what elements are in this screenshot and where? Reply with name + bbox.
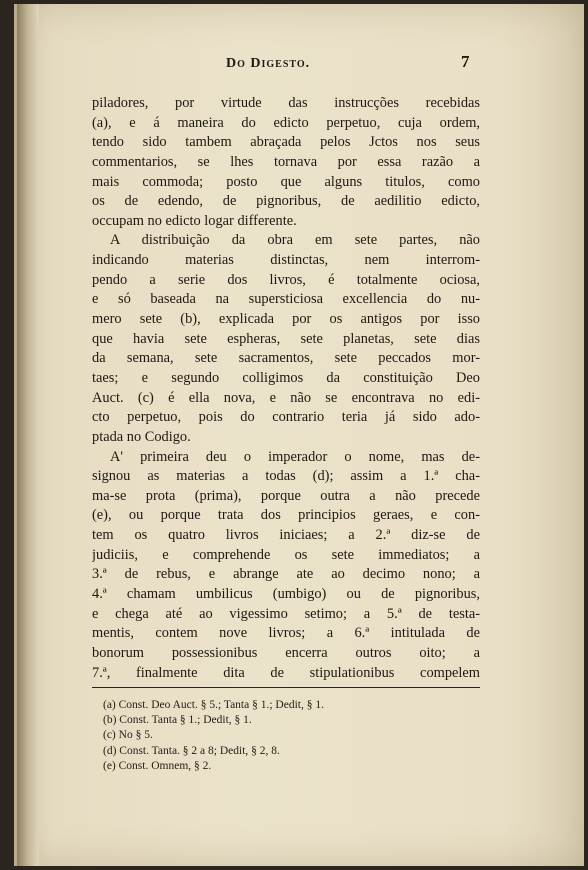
- body-text: [92, 94, 480, 683]
- text-line: piladores, por virtude das instrucções recebidas: [92, 95, 480, 111]
- text-line: ptada no Codigo.: [92, 428, 191, 445]
- footnote: (e) Const. Omnem, § 2.: [103, 759, 212, 772]
- text-line: A distribuição da obra em sete partes, não: [110, 232, 480, 249]
- page-number: 7: [461, 52, 470, 71]
- text-line: e chega até ao vigessimo setimo; a 5.ª de testa-: [92, 605, 480, 622]
- text-line: (e), ou porque trata dos principios geraes, e con-: [92, 507, 480, 524]
- text-line: e só baseada na supersticiosa excellencia do nu-: [92, 291, 480, 308]
- text-line: signou as materias a todas (d); assim a 1.ª cha-: [92, 468, 480, 485]
- text-line: mero sete (b), explicada por os antigos por isso: [92, 311, 480, 328]
- footnote: (b) Const. Tanta § 1.; Dedit, § 1.: [103, 714, 252, 727]
- footnote: (c) No § 5.: [103, 729, 153, 742]
- text-line: indicando materias distinctas, nem interrom-: [92, 252, 480, 269]
- book-page: [14, 4, 584, 866]
- running-head: [17, 52, 584, 80]
- text-line: (a), e á maneira do edicto perpetuo, cuja ordem,: [92, 114, 480, 131]
- text-line: cto perpetuo, pois do contrario teria já sido ado-: [92, 409, 480, 426]
- footnotes: [103, 698, 483, 774]
- text-line: mais commoda; posto que alguns titulos, como: [92, 173, 480, 190]
- text-line: da semana, sete sacramentos, sete peccados mor-: [92, 350, 480, 367]
- text-line: judiciis, e comprehende os sete immediatos; a: [92, 546, 480, 563]
- text-line: taes; e segundo colligimos da constituição Deo: [92, 369, 480, 386]
- text-line: Auct. (c) é ella nova, e não se encontrava no edi-: [92, 389, 480, 406]
- text-line: tendo sido tambem abraçada pelos Jctos nos seus: [92, 134, 480, 151]
- text-line: os de edendo, de pignoribus, de aedilitio edicto,: [92, 193, 480, 210]
- text-line: A' primeira deu o imperador o nome, mas de-: [110, 448, 480, 465]
- text-line: 7.ª, finalmente dita de stipulationibus compelem: [92, 664, 480, 681]
- text-line: que havia sete espheras, sete planetas, sete dias: [92, 330, 480, 347]
- text-line: mentis, contem nove livros; a 6.ª intitulada de: [92, 625, 480, 642]
- footnote-rule: [92, 687, 480, 688]
- text-line: commentarios, se lhes tornava por essa razão a: [92, 153, 480, 170]
- page-spine-shadow: [17, 4, 39, 866]
- text-line: ma-se prota (prima), porque outra a não precede: [92, 487, 480, 504]
- text-line: occupam no edicto logar differente.: [92, 212, 297, 229]
- text-line: bonorum possessionibus encerra outros oito; a: [92, 644, 480, 661]
- text-line: 3.ª de rebus, e abrange ate ao decimo nono; a: [92, 566, 480, 583]
- text-line: tem os quatro livros iniciaes; a 2.ª diz-se de: [92, 527, 480, 544]
- text-line: pendo a serie dos livros, é totalmente ociosa,: [92, 271, 480, 288]
- footnote: (a) Const. Deo Auct. § 5.; Tanta § 1.; Dedit, § 1.: [103, 699, 324, 711]
- text-line: 4.ª chamam umbilicus (umbigo) ou de pignoribus,: [92, 586, 480, 603]
- running-head-title: Do Digesto.: [226, 56, 311, 71]
- footnote: (d) Const. Tanta. § 2 a 8; Dedit, § 2, 8.: [103, 744, 280, 757]
